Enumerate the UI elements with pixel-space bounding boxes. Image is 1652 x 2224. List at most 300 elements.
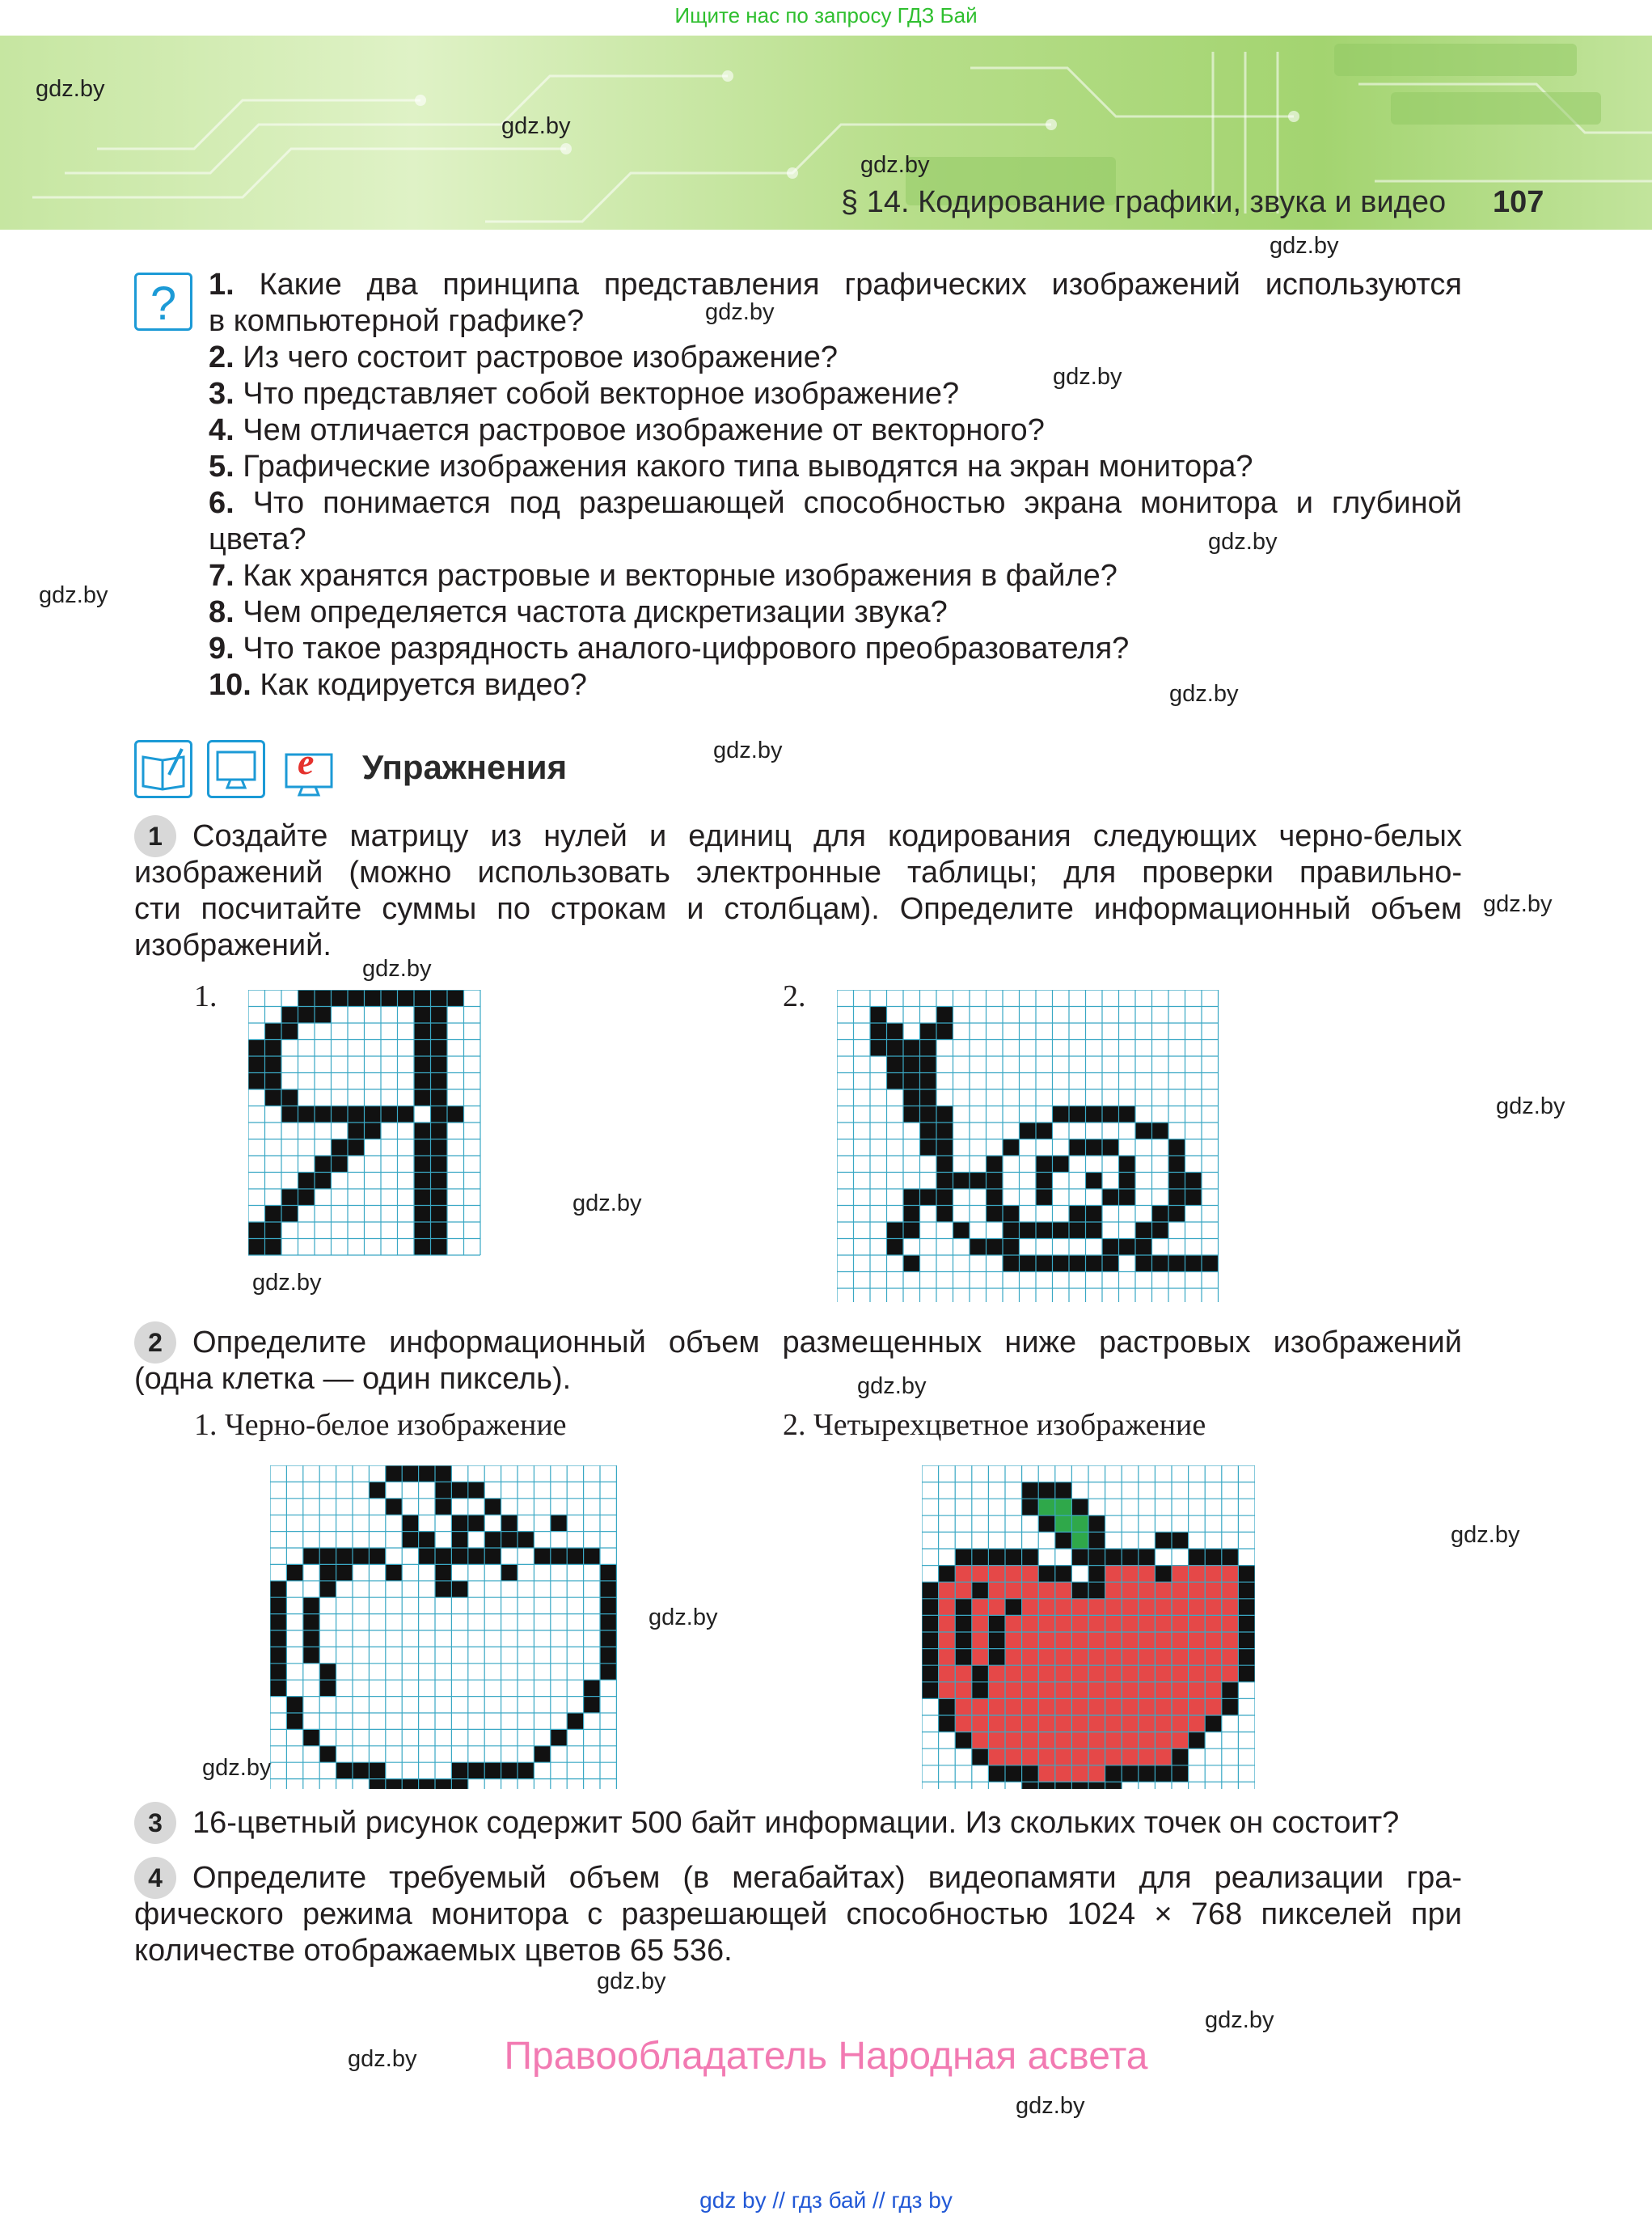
pixel-cell xyxy=(1222,1582,1239,1599)
pixel-cell xyxy=(887,1073,904,1090)
pixel-cell xyxy=(1139,1599,1156,1616)
watermark: gdz.by xyxy=(649,1605,718,1630)
pixel-cell xyxy=(1088,1615,1105,1632)
pixel-cell xyxy=(1168,1206,1185,1223)
pixel-cell xyxy=(1022,1748,1039,1765)
pixel-cell xyxy=(1005,1582,1022,1599)
pixel-cell xyxy=(303,1614,319,1630)
pixel-cell xyxy=(451,1482,467,1498)
pixel-cell xyxy=(1005,1682,1022,1699)
pixel-cell xyxy=(939,1566,956,1583)
pixel-cell xyxy=(988,1748,1005,1765)
pixel-cell xyxy=(1038,1516,1055,1533)
watermark: gdz.by xyxy=(1053,364,1122,390)
pixel-cell xyxy=(920,1023,937,1040)
exercises-title: Упражнения xyxy=(362,748,568,786)
pixel-cell xyxy=(1055,1748,1072,1765)
pixel-cell xyxy=(1205,1632,1222,1649)
pixel-cell xyxy=(600,1647,616,1663)
pixel-cell xyxy=(1172,1682,1189,1699)
watermark: gdz.by xyxy=(1496,1093,1565,1119)
question-text: Чем определяется частота дискретизации звука? xyxy=(243,595,948,629)
pixel-cell xyxy=(920,1139,937,1156)
pixel-cell xyxy=(1071,1765,1088,1782)
pixel-cell xyxy=(870,1040,887,1057)
pixel-cell xyxy=(903,1189,920,1206)
pixel-cell xyxy=(468,1482,484,1498)
pixel-cell xyxy=(1038,1698,1055,1715)
pixel-cell xyxy=(1189,1649,1206,1666)
pixel-cell xyxy=(955,1599,972,1616)
pixel-cell xyxy=(955,1715,972,1732)
pixel-cell xyxy=(936,1173,953,1190)
pixel-cell xyxy=(281,1206,298,1223)
pixel-cell xyxy=(431,1073,448,1090)
pixel-cell xyxy=(1036,1123,1053,1139)
pixel-cell xyxy=(1088,1715,1105,1732)
pixel-cell xyxy=(1071,1665,1088,1682)
pixel-cell xyxy=(1022,1782,1039,1789)
exercise-1-line-1: Создайте матрицу из нулей и единиц для кодирования следующих черно-белых xyxy=(192,819,1462,853)
pixel-cell xyxy=(955,1732,972,1749)
pixel-cell xyxy=(1020,1222,1037,1239)
pixel-cell xyxy=(270,1614,286,1630)
pixel-cell xyxy=(1105,1549,1122,1566)
pixel-cell xyxy=(1005,1599,1022,1616)
pixel-cell xyxy=(1086,1222,1103,1239)
pixel-cell xyxy=(988,1615,1005,1632)
pixel-cell xyxy=(1122,1665,1139,1682)
pixel-cell xyxy=(431,1173,448,1190)
question-2 xyxy=(209,340,1462,376)
pixel-cell xyxy=(1105,1599,1122,1616)
pixel-cell xyxy=(369,1482,385,1498)
pixel-cell xyxy=(1205,1566,1222,1583)
pixel-cell xyxy=(1238,1599,1255,1616)
pixel-cell xyxy=(1122,1632,1139,1649)
watermark: gdz.by xyxy=(39,582,108,608)
pixel-cell xyxy=(972,1732,989,1749)
pixel-cell xyxy=(1205,1649,1222,1666)
pixel-cell xyxy=(348,1123,365,1139)
pixel-cell xyxy=(1122,1698,1139,1715)
pixel-cell xyxy=(1152,1222,1169,1239)
pixel-cell xyxy=(1069,1106,1086,1123)
pixel-cell xyxy=(988,1649,1005,1666)
pixel-cell xyxy=(265,1023,282,1040)
question-5 xyxy=(209,449,1462,485)
question-text: Что представляет собой векторное изображение? xyxy=(243,377,960,411)
pixel-cell xyxy=(348,990,365,1007)
pixel-cell xyxy=(1003,1239,1020,1256)
pixel-cell xyxy=(1172,1566,1189,1583)
pixel-cell xyxy=(1122,1732,1139,1749)
pixel-cell xyxy=(1205,1682,1222,1699)
pixel-cell xyxy=(1172,1582,1189,1599)
question-6-line-2: цвета? xyxy=(209,522,306,556)
pixel-cell xyxy=(1155,1566,1172,1583)
question-1-line-2: в компьютерной графике? xyxy=(209,304,585,338)
pixel-cell xyxy=(1172,1532,1189,1549)
pixel-cell xyxy=(988,1549,1005,1566)
pixel-cell xyxy=(920,1056,937,1073)
pixel-cell xyxy=(936,1156,953,1173)
question-number: 1. xyxy=(209,268,234,302)
pixel-cell xyxy=(431,1189,448,1206)
pixel-cell xyxy=(1238,1649,1255,1666)
pixel-cell xyxy=(1069,1222,1086,1239)
pixel-cell xyxy=(1105,1566,1122,1583)
pixel-cell xyxy=(1155,1715,1172,1732)
section-title: § 14. Кодирование графики, звука и видео xyxy=(841,185,1447,219)
pixel-cell xyxy=(1155,1632,1172,1649)
pixel-cell xyxy=(584,1680,600,1696)
pixel-cell xyxy=(365,1123,382,1139)
pixel-cell xyxy=(1071,1715,1088,1732)
pixel-image-letter-ya xyxy=(248,990,484,1265)
pixel-cell xyxy=(1122,1615,1139,1632)
exercise-number-badge: 3 xyxy=(134,1802,176,1844)
pixel-cell xyxy=(1139,1549,1156,1566)
pixel-cell xyxy=(451,1762,467,1778)
exercise-number-badge: 1 xyxy=(134,815,176,857)
pixel-cell xyxy=(431,1156,448,1173)
pixel-cell xyxy=(1003,1255,1020,1272)
pixel-cell xyxy=(1005,1715,1022,1732)
pixel-cell xyxy=(1172,1732,1189,1749)
pixel-cell xyxy=(402,1532,418,1548)
pixel-cell xyxy=(1022,1732,1039,1749)
pixel-cell xyxy=(1155,1732,1172,1749)
pixel-cell xyxy=(1135,1255,1152,1272)
pixel-cell xyxy=(1086,1173,1103,1190)
pixel-cell xyxy=(1152,1206,1169,1223)
pixel-cell xyxy=(248,1222,265,1239)
pixel-cell xyxy=(281,1189,298,1206)
pixel-cell xyxy=(270,1680,286,1696)
pixel-cell xyxy=(1055,1599,1072,1616)
pixel-cell xyxy=(414,1007,431,1024)
pixel-cell xyxy=(435,1548,451,1564)
question-number: 6. xyxy=(209,486,234,520)
pixel-cell xyxy=(970,1239,987,1256)
pixel-cell xyxy=(1122,1566,1139,1583)
pixel-cell xyxy=(431,1007,448,1024)
pixel-cell xyxy=(518,1532,534,1548)
pixel-cell xyxy=(939,1632,956,1649)
pixel-cell xyxy=(1238,1665,1255,1682)
pixel-cell xyxy=(1238,1632,1255,1649)
pixel-cell xyxy=(402,1779,418,1789)
pixel-cell xyxy=(1172,1765,1189,1782)
pixel-cell xyxy=(303,1647,319,1663)
question-1-line-1 xyxy=(209,267,1462,303)
pixel-cell xyxy=(1038,1732,1055,1749)
footer-links[interactable]: gdz by // гдз бай // гдз by xyxy=(699,2188,953,2213)
pixel-cell xyxy=(398,990,415,1007)
pixel-cell xyxy=(972,1715,989,1732)
pixel-cell xyxy=(431,1239,448,1256)
top-search-banner[interactable]: Ищите нас по запросу ГДЗ Бай xyxy=(674,3,978,27)
pixel-cell xyxy=(1139,1665,1156,1682)
pixel-cell xyxy=(551,1515,567,1531)
pixel-cell xyxy=(1172,1649,1189,1666)
pixel-cell xyxy=(348,1106,365,1123)
book-pen-icon xyxy=(134,740,192,798)
pixel-cell xyxy=(1036,1255,1053,1272)
pixel-cell xyxy=(939,1649,956,1666)
exercise-1-line-2: изображений (можно использовать электронные таблицы; для проверки правильно- xyxy=(134,856,1462,890)
pixel-cell xyxy=(903,1040,920,1057)
pixel-cell xyxy=(1238,1566,1255,1583)
question-number: 2. xyxy=(209,340,234,374)
pixel-cell xyxy=(1155,1599,1172,1616)
pixel-cell xyxy=(1005,1732,1022,1749)
pixel-cell xyxy=(1088,1732,1105,1749)
question-text: Графические изображения какого типа выводятся на экран монитора? xyxy=(243,450,1253,484)
question-text: Из чего состоит растровое изображение? xyxy=(243,340,839,374)
pixel-cell xyxy=(336,1762,353,1778)
pixel-cell xyxy=(1055,1632,1072,1649)
pixel-cell xyxy=(381,990,398,1007)
pixel-cell xyxy=(972,1615,989,1632)
pixel-cell xyxy=(920,1189,937,1206)
watermark: gdz.by xyxy=(1270,233,1339,259)
pixel-cell xyxy=(315,1156,332,1173)
pixel-cell xyxy=(1086,1206,1103,1223)
pixel-cell xyxy=(1168,1139,1185,1156)
pixel-cell xyxy=(386,1465,402,1482)
pixel-cell xyxy=(1172,1715,1189,1732)
pixel-cell xyxy=(414,1056,431,1073)
pixel-cell xyxy=(1238,1582,1255,1599)
pixel-cell xyxy=(1238,1615,1255,1632)
pixel-cell xyxy=(1069,1206,1086,1223)
pixel-cell xyxy=(414,1206,431,1223)
pixel-cell xyxy=(1055,1715,1072,1732)
pixel-cell xyxy=(1022,1682,1039,1699)
exercise-3-text: 16-цветный рисунок содержит 500 байт информации. Из скольких точек он состоит? xyxy=(192,1806,1400,1840)
pixel-cell xyxy=(1222,1649,1239,1666)
exercise-4-line-2: фического режима монитора с разрешающей способностью 1024 × 768 пикселей при xyxy=(134,1897,1462,1931)
pixel-cell xyxy=(414,990,431,1007)
pixel-cell xyxy=(1172,1632,1189,1649)
watermark: gdz.by xyxy=(1169,681,1239,707)
pixel-cell xyxy=(551,1729,567,1745)
pixel-cell xyxy=(451,1779,467,1789)
pixel-cell xyxy=(1005,1748,1022,1765)
pixel-cell xyxy=(903,1222,920,1239)
pixel-cell xyxy=(319,1564,336,1580)
exercise-2-line-2: (одна клетка — один пиксель). xyxy=(134,1362,572,1396)
pixel-cell xyxy=(1102,1239,1119,1256)
pixel-cell xyxy=(939,1665,956,1682)
pixel-cell xyxy=(567,1713,583,1729)
pixel-cell xyxy=(1119,1106,1136,1123)
pixel-cell xyxy=(887,1023,904,1040)
pixel-cell xyxy=(501,1564,518,1580)
pixel-cell xyxy=(281,1023,298,1040)
figure-label: 1. Черно-белое изображение xyxy=(194,1408,567,1442)
pixel-cell xyxy=(1102,1255,1119,1272)
pixel-cell xyxy=(1105,1582,1122,1599)
pixel-cell xyxy=(1038,1665,1055,1682)
copyright-notice: Правообладатель Народная асвета xyxy=(504,2035,1148,2078)
pixel-cell xyxy=(281,1106,298,1123)
pixel-cell xyxy=(1022,1649,1039,1666)
pixel-cell xyxy=(955,1649,972,1666)
pixel-cell xyxy=(518,1762,534,1778)
pixel-cell xyxy=(1036,1222,1053,1239)
question-text: Какие два принципа представления графических изображений используются xyxy=(259,268,1462,302)
pixel-cell xyxy=(1088,1582,1105,1599)
pixel-cell xyxy=(936,1106,953,1123)
pixel-cell xyxy=(987,1189,1003,1206)
pixel-cell xyxy=(298,1173,315,1190)
pixel-cell xyxy=(1038,1582,1055,1599)
pixel-cell xyxy=(1155,1615,1172,1632)
question-10 xyxy=(209,667,1462,704)
pixel-cell xyxy=(281,1089,298,1106)
pixel-cell xyxy=(1168,1255,1185,1272)
pixel-cell xyxy=(435,1779,451,1789)
pixel-cell xyxy=(920,1089,937,1106)
pixel-cell xyxy=(972,1582,989,1599)
question-3 xyxy=(209,376,1462,412)
pixel-cell xyxy=(551,1548,567,1564)
pixel-cell xyxy=(1071,1582,1088,1599)
pixel-cell xyxy=(939,1599,956,1616)
pixel-cell xyxy=(414,1222,431,1239)
pixel-cell xyxy=(1022,1482,1039,1499)
pixel-cell xyxy=(972,1682,989,1699)
pixel-cell xyxy=(972,1665,989,1682)
pixel-cell xyxy=(1105,1615,1122,1632)
pixel-cell xyxy=(353,1548,369,1564)
pixel-cell xyxy=(1185,1189,1202,1206)
pixel-cell xyxy=(1005,1649,1022,1666)
pixel-cell xyxy=(972,1748,989,1765)
pixel-cell xyxy=(1055,1765,1072,1782)
watermark: gdz.by xyxy=(860,152,930,178)
pixel-cell xyxy=(451,1581,467,1597)
watermark: gdz.by xyxy=(362,956,432,982)
pixel-cell xyxy=(920,1106,937,1123)
pixel-cell xyxy=(248,1040,265,1057)
pixel-cell xyxy=(248,1073,265,1090)
pixel-cell xyxy=(451,1548,467,1564)
pixel-cell xyxy=(1005,1632,1022,1649)
pixel-cell xyxy=(1222,1682,1239,1699)
pixel-cell xyxy=(1020,1255,1037,1272)
pixel-cell xyxy=(336,1548,353,1564)
pixel-cell xyxy=(398,1106,415,1123)
pixel-cell xyxy=(431,1206,448,1223)
pixel-cell xyxy=(1038,1499,1055,1516)
pixel-cell xyxy=(468,1515,484,1531)
pixel-cell xyxy=(1139,1649,1156,1666)
pixel-cell xyxy=(1022,1549,1039,1566)
pixel-cell xyxy=(1038,1632,1055,1649)
pixel-cell xyxy=(270,1581,286,1597)
svg-text:e: e xyxy=(298,741,315,782)
pixel-cell xyxy=(1088,1566,1105,1583)
pixel-cell xyxy=(319,1548,336,1564)
pixel-cell xyxy=(1088,1649,1105,1666)
pixel-cell xyxy=(1022,1582,1039,1599)
question-text: Что такое разрядность аналого-цифрового преобразователя? xyxy=(243,632,1130,666)
pixel-cell xyxy=(1205,1549,1222,1566)
pixel-cell xyxy=(1139,1715,1156,1732)
pixel-cell xyxy=(1152,1123,1169,1139)
pixel-cell xyxy=(451,1532,467,1548)
pixel-cell xyxy=(265,1239,282,1256)
pixel-cell xyxy=(955,1632,972,1649)
pixel-cell xyxy=(435,1482,451,1498)
pixel-cell xyxy=(265,1056,282,1073)
pixel-cell xyxy=(1139,1765,1156,1782)
pixel-cell xyxy=(286,1564,302,1580)
pixel-cell xyxy=(1139,1732,1156,1749)
pixel-cell xyxy=(414,1040,431,1057)
pixel-cell xyxy=(922,1632,939,1649)
pixel-cell xyxy=(315,1106,332,1123)
pixel-cell xyxy=(248,1239,265,1256)
figure-label: 1. xyxy=(194,979,218,1013)
pixel-cell xyxy=(1155,1682,1172,1699)
pixel-cell xyxy=(1022,1665,1039,1682)
pixel-cell xyxy=(265,1206,282,1223)
watermark: gdz.by xyxy=(597,1968,666,1994)
pixel-cell xyxy=(414,1073,431,1090)
watermark: gdz.by xyxy=(572,1190,642,1216)
pixel-cell xyxy=(534,1746,550,1762)
pixel-cell xyxy=(1139,1682,1156,1699)
pixel-cell xyxy=(332,990,349,1007)
pixel-cell xyxy=(1071,1549,1088,1566)
pixel-cell xyxy=(1053,1222,1070,1239)
pixel-cell xyxy=(1222,1566,1239,1583)
pixel-cell xyxy=(1172,1615,1189,1632)
pixel-cell xyxy=(1189,1632,1206,1649)
pixel-cell xyxy=(1071,1615,1088,1632)
pixel-cell xyxy=(1022,1566,1039,1583)
pixel-cell xyxy=(1022,1615,1039,1632)
pixel-cell xyxy=(315,990,332,1007)
pixel-cell xyxy=(270,1664,286,1680)
pixel-cell xyxy=(1071,1732,1088,1749)
pixel-cell xyxy=(567,1548,583,1564)
pixel-cell xyxy=(1105,1748,1122,1765)
pixel-cell xyxy=(431,1139,448,1156)
pixel-cell xyxy=(1036,1156,1053,1173)
pixel-cell xyxy=(1102,1139,1119,1156)
pixel-cell xyxy=(1088,1516,1105,1533)
pixel-cell xyxy=(600,1564,616,1580)
pixel-cell xyxy=(953,1222,970,1239)
pixel-cell xyxy=(1135,1222,1152,1239)
watermark: gdz.by xyxy=(713,738,783,763)
pixel-cell xyxy=(435,1499,451,1515)
pixel-cell xyxy=(1038,1482,1055,1499)
pixel-cell xyxy=(1071,1649,1088,1666)
pixel-cell xyxy=(972,1698,989,1715)
pixel-cell xyxy=(1003,1222,1020,1239)
pixel-cell xyxy=(1205,1715,1222,1732)
pixel-cell xyxy=(419,1779,435,1789)
pixel-cell xyxy=(903,1073,920,1090)
pixel-cell xyxy=(1139,1582,1156,1599)
